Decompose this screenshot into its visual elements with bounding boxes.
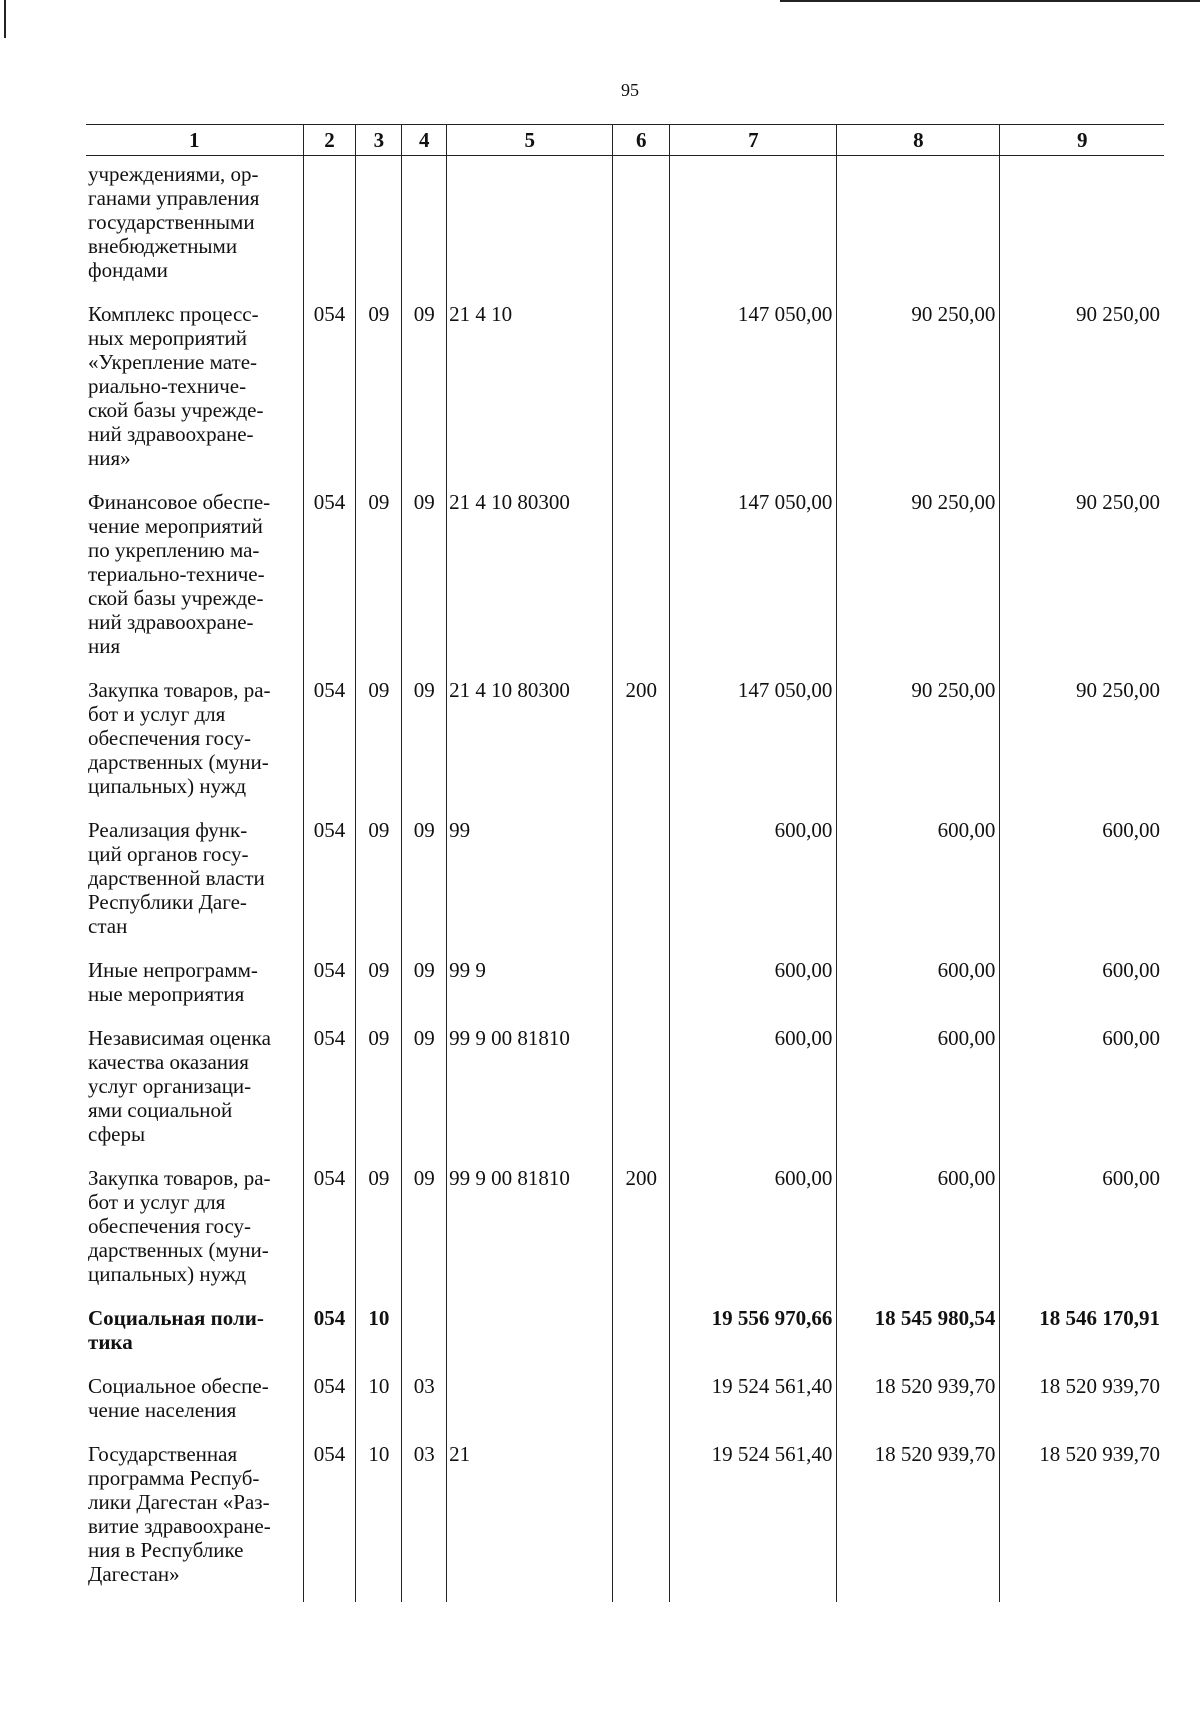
section-code: 09: [356, 1162, 402, 1302]
header-col-3: 3: [356, 125, 402, 156]
scan-top-rule: [780, 0, 1200, 2]
table-row: [86, 1022, 1164, 1162]
ministry-code: 054: [303, 1370, 356, 1438]
amount-year-1: 19 524 561,40: [670, 1370, 837, 1438]
ministry-code: 054: [303, 1022, 356, 1162]
amount-year-3: 600,00: [1000, 1162, 1164, 1302]
amount-year-2: 90 250,00: [837, 674, 1000, 814]
ministry-code: 054: [303, 486, 356, 674]
amount-year-3: 600,00: [1000, 814, 1164, 954]
table-row: [86, 814, 1164, 954]
item-name: Закупка товаров, ра- бот и услуг для обеспечения госу- дарственных (муни- ципальных) нужд: [88, 678, 271, 798]
amount-year-2: 18 520 939,70: [837, 1370, 1000, 1438]
amount-year-3: 18 520 939,70: [1000, 1370, 1164, 1438]
table-row: [86, 674, 1164, 814]
section-code: 09: [356, 298, 402, 486]
ministry-code: 054: [303, 954, 356, 1022]
amount-year-3: 90 250,00: [1000, 298, 1164, 486]
amount-year-3: [1000, 156, 1164, 299]
amount-year-2: 600,00: [837, 954, 1000, 1022]
subsection-code: 09: [402, 298, 447, 486]
amount-year-1: 19 524 561,40: [670, 1438, 837, 1602]
header-col-9: 9: [1000, 125, 1164, 156]
expense-type-code: [613, 1370, 670, 1438]
target-article-code: 21 4 10: [447, 298, 613, 486]
amount-year-1: 19 556 970,66: [670, 1302, 837, 1370]
header-col-5: 5: [447, 125, 613, 156]
ministry-code: 054: [303, 1162, 356, 1302]
section-code: 09: [356, 486, 402, 674]
amount-year-3: 90 250,00: [1000, 674, 1164, 814]
ministry-code: 054: [303, 814, 356, 954]
target-article-code: 21 4 10 80300: [447, 674, 613, 814]
budget-table: [86, 124, 1164, 1602]
amount-year-2: 18 520 939,70: [837, 1438, 1000, 1602]
item-name: Государственная программа Респуб- лики Дагестан «Раз- витие здравоохране- ния в Республике Дагестан»: [88, 1442, 271, 1586]
expense-type-code: [613, 486, 670, 674]
expense-type-code: 200: [613, 674, 670, 814]
amount-year-3: 90 250,00: [1000, 486, 1164, 674]
section-code: 10: [356, 1438, 402, 1602]
item-name: Иные непрограмм- ные мероприятия: [88, 958, 258, 1006]
expense-type-code: [613, 954, 670, 1022]
ministry-code: 054: [303, 298, 356, 486]
expense-type-code: [613, 298, 670, 486]
table-body: [86, 156, 1164, 1603]
table-row: [86, 1438, 1164, 1602]
section-code: 09: [356, 1022, 402, 1162]
target-article-code: [447, 156, 613, 299]
expense-type-code: [613, 814, 670, 954]
subsection-code: 09: [402, 1162, 447, 1302]
amount-year-2: 600,00: [837, 814, 1000, 954]
table-row: [86, 1162, 1164, 1302]
table-row: [86, 156, 1164, 299]
table-row: [86, 1302, 1164, 1370]
target-article-code: 21 4 10 80300: [447, 486, 613, 674]
section-code: 09: [356, 674, 402, 814]
subsection-code: 09: [402, 814, 447, 954]
item-name: учреждениями, ор- ганами управления государственными внебюджетными фондами: [88, 162, 260, 282]
subsection-code: 09: [402, 1022, 447, 1162]
header-col-2: 2: [303, 125, 356, 156]
amount-year-3: 18 520 939,70: [1000, 1438, 1164, 1602]
subsection-code: 09: [402, 954, 447, 1022]
amount-year-1: 147 050,00: [670, 486, 837, 674]
ministry-code: [303, 156, 356, 299]
table-row: [86, 1370, 1164, 1438]
expense-type-code: [613, 1438, 670, 1602]
subsection-code: [402, 1302, 447, 1370]
amount-year-3: 600,00: [1000, 1022, 1164, 1162]
ministry-code: 054: [303, 1302, 356, 1370]
item-name: Социальная поли- тика: [88, 1306, 264, 1354]
subsection-code: [402, 156, 447, 299]
header-col-6: 6: [613, 125, 670, 156]
item-name: Реализация функ- ций органов госу- дарственной власти Республики Даге- стан: [88, 818, 265, 938]
amount-year-2: [837, 156, 1000, 299]
target-article-code: [447, 1370, 613, 1438]
expense-type-code: [613, 1302, 670, 1370]
amount-year-1: 147 050,00: [670, 674, 837, 814]
amount-year-3: 600,00: [1000, 954, 1164, 1022]
amount-year-2: 90 250,00: [837, 486, 1000, 674]
subsection-code: 09: [402, 674, 447, 814]
header-row: [86, 125, 1164, 156]
table-header: [86, 125, 1164, 156]
item-name: Финансовое обеспе- чение мероприятий по укреплению ма- териально-техниче- ской базы учрежде- ний здравоохране- ния: [88, 490, 271, 658]
ministry-code: 054: [303, 1438, 356, 1602]
section-code: [356, 156, 402, 299]
amount-year-1: 600,00: [670, 814, 837, 954]
amount-year-2: 18 545 980,54: [837, 1302, 1000, 1370]
target-article-code: 21: [447, 1438, 613, 1602]
header-col-4: 4: [402, 125, 447, 156]
item-name: Закупка товаров, ра- бот и услуг для обеспечения госу- дарственных (муни- ципальных) нужд: [88, 1166, 271, 1286]
target-article-code: [447, 1302, 613, 1370]
table-row: [86, 954, 1164, 1022]
header-col-8: 8: [837, 125, 1000, 156]
ministry-code: 054: [303, 674, 356, 814]
table-row: [86, 298, 1164, 486]
target-article-code: 99 9 00 81810: [447, 1162, 613, 1302]
header-col-7: 7: [670, 125, 837, 156]
expense-type-code: [613, 156, 670, 299]
subsection-code: 03: [402, 1438, 447, 1602]
page-number: 95: [621, 80, 639, 100]
expense-type-code: [613, 1022, 670, 1162]
section-code: 10: [356, 1302, 402, 1370]
target-article-code: 99 9 00 81810: [447, 1022, 613, 1162]
target-article-code: 99: [447, 814, 613, 954]
target-article-code: 99 9: [447, 954, 613, 1022]
scan-edge-mark: [4, 0, 6, 38]
subsection-code: 03: [402, 1370, 447, 1438]
amount-year-1: 600,00: [670, 1162, 837, 1302]
amount-year-1: 147 050,00: [670, 298, 837, 486]
amount-year-2: 600,00: [837, 1162, 1000, 1302]
header-col-1: 1: [86, 125, 303, 156]
amount-year-2: 90 250,00: [837, 298, 1000, 486]
amount-year-3: 18 546 170,91: [1000, 1302, 1164, 1370]
section-code: 10: [356, 1370, 402, 1438]
amount-year-1: 600,00: [670, 954, 837, 1022]
amount-year-1: [670, 156, 837, 299]
section-code: 09: [356, 954, 402, 1022]
item-name: Социальное обеспе- чение населения: [88, 1374, 269, 1422]
item-name: Комплекс процесс- ных мероприятий «Укрепление мате- риально-техниче- ской базы учрежде- ний здравоохране- ния»: [88, 302, 264, 470]
amount-year-2: 600,00: [837, 1022, 1000, 1162]
item-name: Независимая оценка качества оказания услуг организаци- ями социальной сферы: [88, 1026, 271, 1146]
section-code: 09: [356, 814, 402, 954]
subsection-code: 09: [402, 486, 447, 674]
table-row: [86, 486, 1164, 674]
amount-year-1: 600,00: [670, 1022, 837, 1162]
expense-type-code: 200: [613, 1162, 670, 1302]
